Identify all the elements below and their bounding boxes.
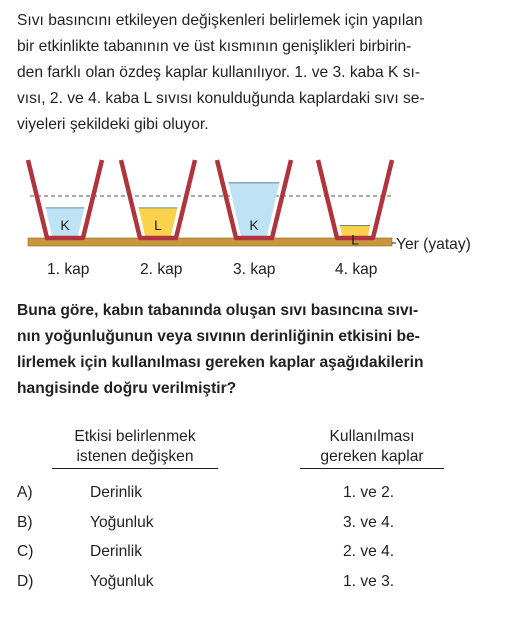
question-line-1: Buna göre, kabın tabanında oluşan sıvı basıncına sıvı- <box>17 302 419 319</box>
intro-line-5: viyeleri şekildeki gibi oluyor. <box>17 116 209 133</box>
question-text <box>17 298 495 402</box>
container-label-2: 2. kap <box>140 261 183 278</box>
containers-figure <box>0 0 508 290</box>
option-d-variable: Yoğunluk <box>90 573 154 590</box>
intro-line-3: den farklı olan özdeş kaplar kullanılıyor. 1. ve 3. kaba K sı- <box>17 64 421 81</box>
option-b-letter[interactable]: B) <box>17 514 33 531</box>
column-header-variable-line-1: Etkisi belirlenmek <box>74 428 196 445</box>
liquid-label-1: K <box>60 217 70 233</box>
option-c-containers: 2. ve 4. <box>343 543 395 560</box>
question-line-4: hangisinde doğru verilmiştir? <box>17 380 237 397</box>
column-header-variable <box>52 427 218 469</box>
ground-label: Yer (yatay) <box>396 236 471 253</box>
intro-line-2: bir etkinlikte tabanının ve üst kısmının genişlikleri birbirin- <box>17 38 412 55</box>
liquid-label-4: L <box>351 231 359 248</box>
option-d-containers: 1. ve 3. <box>343 573 395 590</box>
liquid-label-3: K <box>249 217 259 233</box>
question-line-2: nın yoğunluğunun veya sıvının derinliğinin etkisini be- <box>17 328 420 345</box>
column-header-containers-line-2: gereken kaplar <box>300 447 444 469</box>
option-a-letter[interactable]: A) <box>17 484 33 501</box>
column-header-variable-line-2: istenen değişken <box>52 447 218 469</box>
option-c-variable: Derinlik <box>90 543 142 560</box>
container-label-1: 1. kap <box>47 261 90 278</box>
option-a-variable: Derinlik <box>90 484 142 501</box>
option-b-variable: Yoğunluk <box>90 514 154 531</box>
option-d-letter[interactable]: D) <box>17 573 34 590</box>
option-c-letter[interactable]: C) <box>17 543 34 560</box>
container-label-4: 4. kap <box>335 261 378 278</box>
intro-line-1: Sıvı basıncını etkileyen değişkenleri belirlemek için yapılan <box>17 12 423 29</box>
container-label-3: 3. kap <box>233 261 276 278</box>
intro-line-4: vısı, 2. ve 4. kaba L sıvısı konulduğunda kaplardaki sıvı se- <box>17 90 425 107</box>
option-a-containers: 1. ve 2. <box>343 484 395 501</box>
column-header-containers <box>300 427 444 469</box>
column-header-containers-line-1: Kullanılması <box>329 428 415 445</box>
option-b-containers: 3. ve 4. <box>343 514 395 531</box>
question-line-3: lirlemek için kullanılması gereken kaplar aşağıdakilerin <box>17 354 424 371</box>
liquid-label-2: L <box>154 217 162 233</box>
